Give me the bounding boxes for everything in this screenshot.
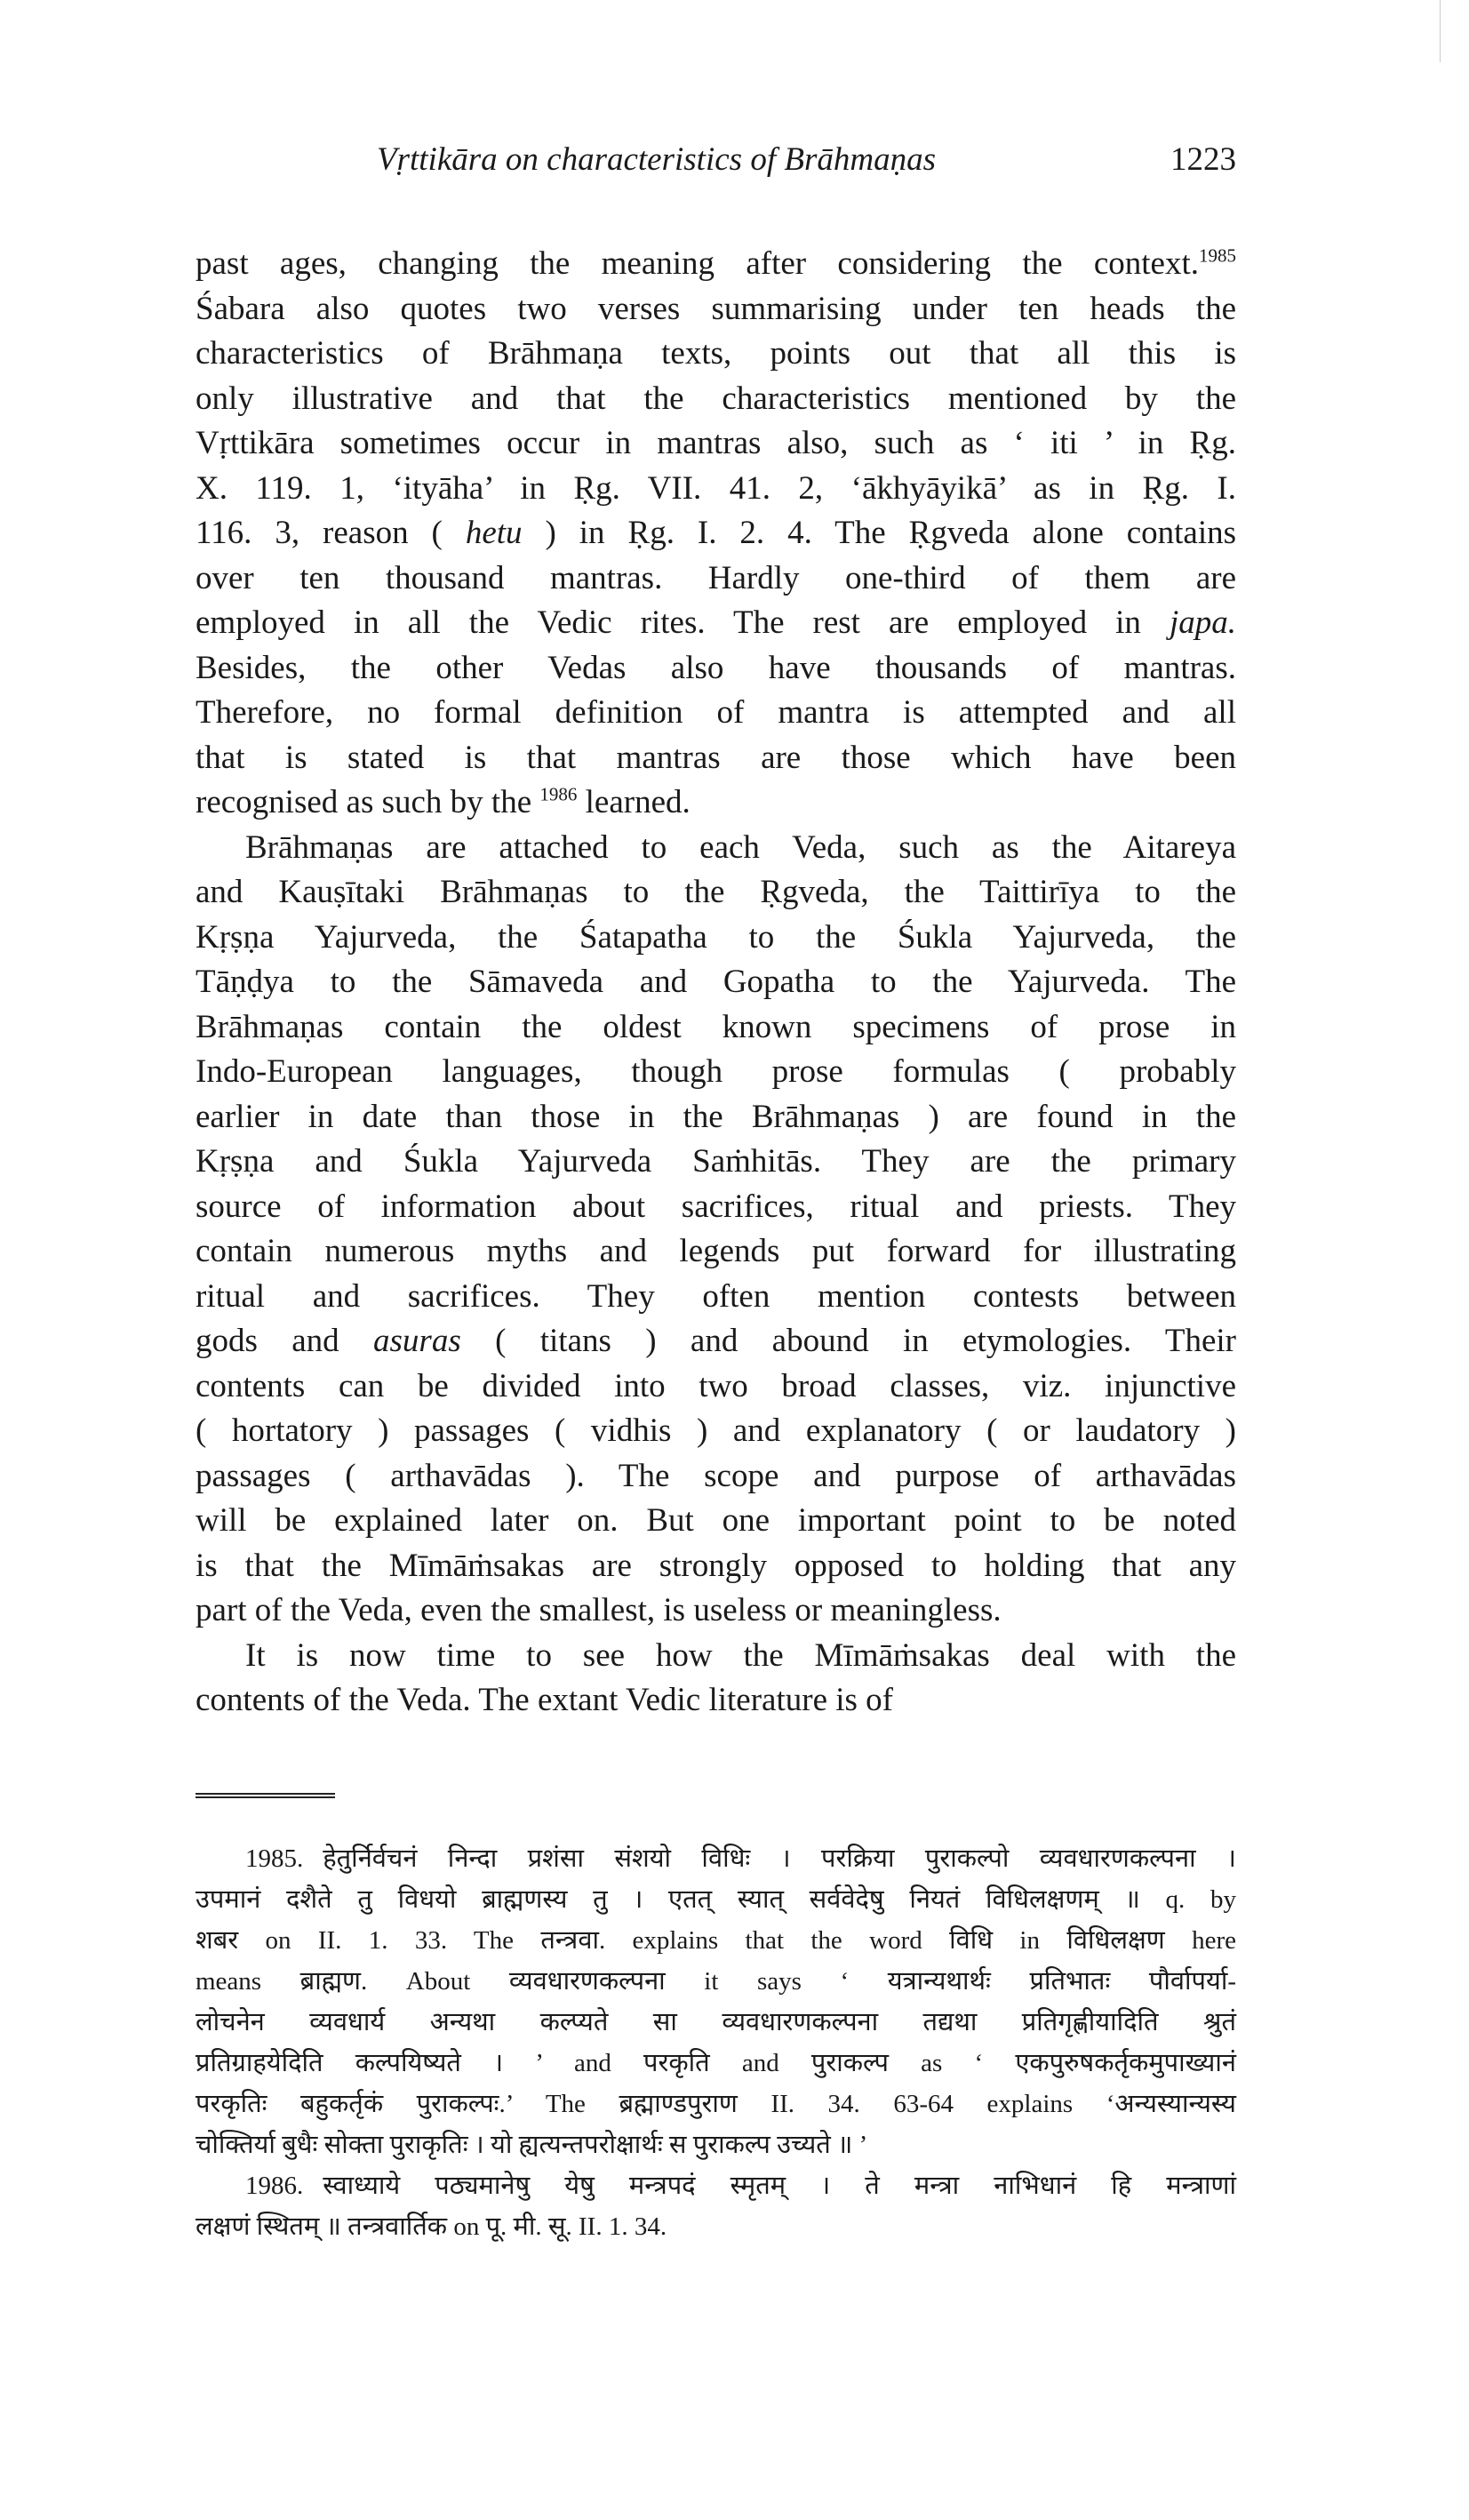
body-text bbox=[196, 242, 1236, 1724]
footnote-text: परकृतिः बहुकर्तृकं पुराकल्पः.’ The ब्रह्माण्डपुराण II. 34. 63-64 explains ‘अन्यस्यान्यस्य bbox=[196, 2090, 1236, 2118]
text-segment: that is stated is that mantras are those which have been bbox=[196, 739, 1236, 776]
text-segment: Indo-European languages, though prose formulas ( probably bbox=[196, 1053, 1236, 1090]
footnote-text: लोचनेन व्यवधार्य अन्यथा कल्प्यते सा व्यवधारणकल्पना तद्यथा प्रतिगृह्णीयादिति श्रुतं bbox=[196, 2008, 1236, 2036]
page-header bbox=[196, 140, 1236, 185]
text-line bbox=[196, 377, 1236, 422]
footnote-text: means ब्राह्मण. About व्यवधारणकल्पना it says ‘ यत्रान्यथार्थः प्रतिभातः पौर्वापर्या- bbox=[196, 1967, 1236, 1996]
footnote-text: उपमानं दशैते तु विधयो ब्राह्मणस्य तु । एतत् स्यात् सर्ववेदेषु नियतं विधिलक्षणम् ॥ q. by bbox=[196, 1885, 1236, 1914]
text-segment: learned. bbox=[577, 784, 691, 820]
text-segment: X. 119. 1, ‘ityāha’ in Ṛg. VII. 41. 2, ‘ākhyāyikā’ as in Ṛg. I. bbox=[196, 469, 1236, 507]
text-line bbox=[196, 1544, 1236, 1589]
text-segment: contents of the Veda. The extant Vedic literature is of bbox=[196, 1682, 893, 1718]
text-line bbox=[196, 1588, 1236, 1634]
text-line bbox=[196, 736, 1236, 781]
italic-term: asuras bbox=[373, 1323, 461, 1359]
page-number: 1223 bbox=[1170, 141, 1236, 178]
text-line bbox=[196, 1319, 1236, 1364]
running-title: Vṛttikāra on characteristics of Brāhmaṇas bbox=[377, 141, 936, 178]
text-line bbox=[196, 1095, 1236, 1140]
text-line bbox=[196, 421, 1236, 467]
text-segment: source of information about sacrifices, ritual and priests. They bbox=[196, 1188, 1236, 1225]
text-line bbox=[196, 691, 1236, 736]
text-segment: is that the Mīmāṁsakas are strongly opposed to holding that any bbox=[196, 1547, 1236, 1584]
text-segment: ) in Ṛg. I. 2. 4. The Ṛgveda alone contains bbox=[522, 515, 1236, 551]
text-line bbox=[196, 1005, 1236, 1051]
text-segment: Therefore, no formal definition of mantra is attempted and all bbox=[196, 694, 1236, 731]
footnote-line bbox=[196, 2084, 1236, 2124]
text-segment: only illustrative and that the characteristics mentioned by the bbox=[196, 380, 1236, 417]
text-segment: Kṛṣṇa and Śukla Yajurveda Saṁhitās. They are the primary bbox=[196, 1143, 1236, 1180]
footnote-text: लक्षणं स्थितम् ॥ तन्त्रवार्तिक on पू. मी. सू. II. 1. 34. bbox=[196, 2212, 667, 2241]
text-line bbox=[196, 826, 1236, 871]
footnote-line bbox=[196, 2165, 1236, 2206]
text-line bbox=[196, 467, 1236, 512]
italic-term: hetu bbox=[465, 515, 523, 551]
text-line bbox=[196, 1454, 1236, 1500]
text-line bbox=[196, 1050, 1236, 1095]
text-segment: characteristics of Brāhmaṇa texts, points out that all this is bbox=[196, 335, 1236, 372]
text-line bbox=[196, 1275, 1236, 1320]
italic-term: japa. bbox=[1169, 604, 1236, 641]
text-segment: part of the Veda, even the smallest, is useless or meaningless. bbox=[196, 1592, 1002, 1628]
text-segment: over ten thousand mantras. Hardly one-third of them are bbox=[196, 559, 1236, 596]
text-line bbox=[196, 646, 1236, 692]
text-line bbox=[196, 960, 1236, 1005]
footnote-line bbox=[196, 1879, 1236, 1920]
text-segment: Tāṇḍya to the Sāmaveda and Gopatha to the Yajurveda. The bbox=[196, 964, 1236, 1000]
footnote-line bbox=[196, 2206, 1236, 2247]
text-segment: Śabara also quotes two verses summarising under ten heads the bbox=[196, 290, 1236, 327]
text-segment: gods and bbox=[196, 1323, 374, 1359]
text-line bbox=[196, 332, 1236, 377]
footnote-line bbox=[196, 1920, 1236, 1961]
text-line bbox=[196, 601, 1236, 646]
text-line bbox=[196, 780, 1236, 826]
footnote-ref: 1985 bbox=[1199, 244, 1236, 267]
text-segment: Kṛṣṇa Yajurveda, the Śatapatha to the Śukla Yajurveda, the bbox=[196, 918, 1236, 956]
text-line bbox=[196, 1678, 1236, 1724]
text-segment: contain numerous myths and legends put forward for illustrating bbox=[196, 1233, 1236, 1269]
text-segment: past ages, changing the meaning after considering the context. bbox=[196, 245, 1199, 282]
text-segment: ( hortatory ) passages ( vidhis ) and explanatory ( or laudatory ) bbox=[196, 1412, 1236, 1449]
text-line bbox=[196, 556, 1236, 602]
text-line bbox=[196, 1409, 1236, 1454]
footnote-text: हेतुर्निर्वचनं निन्दा प्रशंसा संशयो विधिः । परक्रिया पुराकल्पो व्यवधारणकल्पना । bbox=[323, 1844, 1236, 1873]
footnote-number: 1985. bbox=[245, 1844, 304, 1873]
footnote-ref: 1986 bbox=[539, 783, 578, 805]
footnote-line bbox=[196, 2002, 1236, 2043]
text-segment: Brāhmaṇas contain the oldest known specimens of prose in bbox=[196, 1008, 1236, 1045]
footnote-number: 1986. bbox=[245, 2172, 304, 2200]
text-segment: Vṛttikāra sometimes occur in mantras also, such as ‘ iti ’ in Ṛg. bbox=[196, 425, 1236, 461]
text-line bbox=[196, 511, 1236, 556]
footnote-line bbox=[196, 1838, 1236, 1879]
footnote-line bbox=[196, 2124, 1236, 2165]
text-segment: employed in all the Vedic rites. The rest are employed in bbox=[196, 604, 1170, 641]
text-line bbox=[196, 916, 1236, 961]
text-segment: Brāhmaṇas are attached to each Veda, such as the Aitareya bbox=[245, 828, 1236, 866]
text-line bbox=[196, 242, 1236, 287]
text-line bbox=[196, 870, 1236, 916]
text-segment: contents can be divided into two broad classes, viz. injunctive bbox=[196, 1367, 1236, 1404]
text-segment: recognised as such by the bbox=[196, 784, 540, 820]
scan-edge-mark bbox=[1440, 0, 1441, 62]
text-line bbox=[196, 1634, 1236, 1679]
text-segment: Besides, the other Vedas also have thousands of mantras. bbox=[196, 649, 1236, 686]
text-segment: ( titans ) and abound in etymologies. Their bbox=[460, 1323, 1236, 1359]
footnote-text: शबर on II. 1. 33. The तन्त्रवा. explains that the word विधि in विधिलक्षण here bbox=[196, 1926, 1236, 1955]
footnote-text: प्रतिग्राहयेदिति कल्पयिष्यते । ’ and परकृति and पुराकल्प as ‘ एकपुरुषकर्तृकमुपाख्यानं bbox=[196, 2049, 1236, 2077]
text-segment: and Kauṣītaki Brāhmaṇas to the Ṛgveda, the Taittirīya to the bbox=[196, 874, 1236, 910]
footnote-text: स्वाध्याये पठ्यमानेषु येषु मन्त्रपदं स्मृतम् । ते मन्त्रा नाभिधानं हि मन्त्राणां bbox=[323, 2172, 1236, 2200]
footnote-line bbox=[196, 1961, 1236, 2002]
text-segment: will be explained later on. But one important point to be noted bbox=[196, 1502, 1236, 1539]
text-line bbox=[196, 1185, 1236, 1230]
text-segment: earlier in date than those in the Brāhmaṇas ) are found in the bbox=[196, 1098, 1236, 1135]
text-segment: ritual and sacrifices. They often mention contests between bbox=[196, 1277, 1236, 1315]
footnote-line bbox=[196, 2043, 1236, 2084]
text-line bbox=[196, 1499, 1236, 1544]
text-segment: 116. 3, reason ( bbox=[196, 515, 466, 551]
text-segment: passages ( arthavādas ). The scope and purpose of arthavādas bbox=[196, 1457, 1236, 1494]
text-segment: It is now time to see how the Mīmāṁsakas deal with the bbox=[245, 1636, 1236, 1674]
text-line bbox=[196, 1229, 1236, 1275]
footnote-text: चोक्तिर्या बुधैः सोक्ता पुराकृतिः । यो ह्यत्यन्तपरोक्षार्थः स पुराकल्प उच्यते ॥ ’ bbox=[196, 2131, 868, 2159]
text-line bbox=[196, 287, 1236, 332]
text-line bbox=[196, 1364, 1236, 1410]
footnote-separator bbox=[196, 1793, 335, 1798]
footnotes bbox=[196, 1838, 1236, 2247]
text-line bbox=[196, 1140, 1236, 1185]
